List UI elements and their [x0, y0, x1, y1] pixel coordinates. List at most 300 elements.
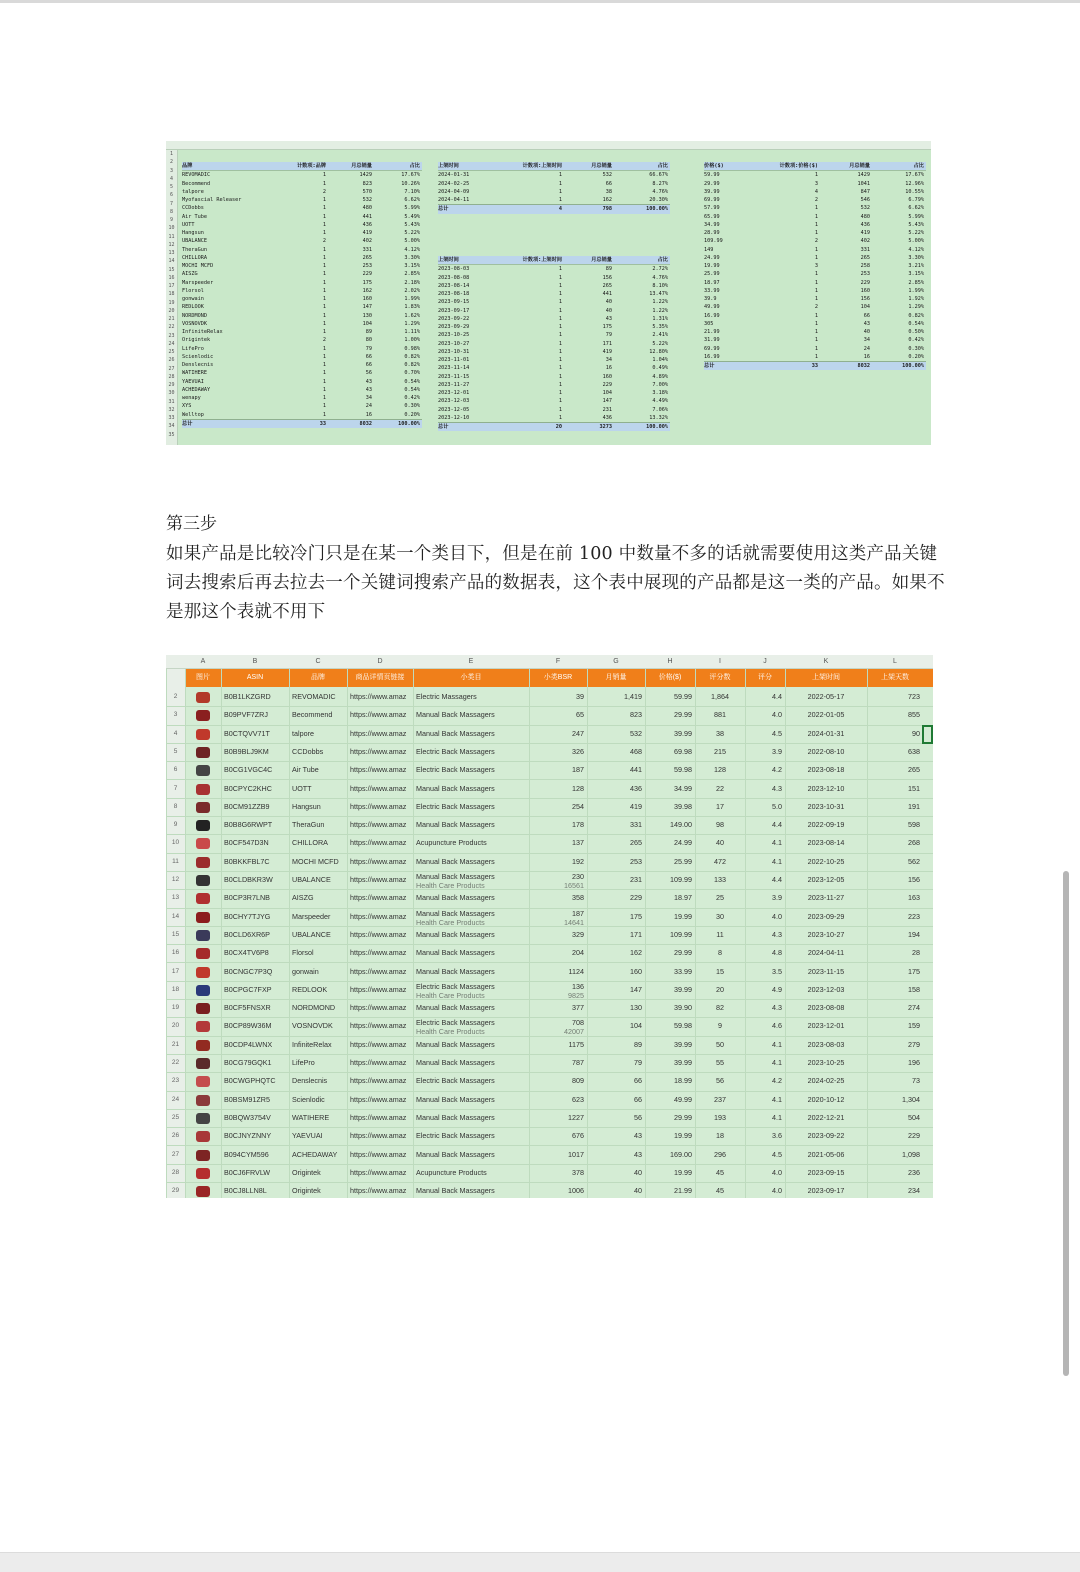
table-row[interactable]: [166, 688, 933, 707]
asin-cell[interactable]: B0CNGC7P3Q: [224, 966, 273, 976]
product-thumbnail[interactable]: [196, 692, 210, 703]
category-cell[interactable]: [416, 871, 526, 890]
date-cell[interactable]: 2023-08-18: [807, 765, 845, 775]
row-number[interactable]: 12: [171, 876, 180, 883]
sales-cell[interactable]: 56: [634, 1112, 642, 1122]
days-cell[interactable]: 156: [908, 875, 920, 884]
category-cell[interactable]: Manual Back Massagers: [416, 929, 495, 939]
column-letter[interactable]: J: [763, 658, 767, 665]
rating-cell[interactable]: 4.1: [772, 838, 782, 848]
date-cell[interactable]: 2024-01-31: [807, 728, 845, 738]
brand-cell[interactable]: ACHEDAWAY: [292, 1149, 338, 1159]
table-row[interactable]: [166, 1054, 933, 1073]
days-cell[interactable]: 234: [908, 1186, 920, 1196]
reviews-cell[interactable]: 17: [716, 801, 724, 811]
url-cell[interactable]: https://www.amaz: [350, 1003, 407, 1013]
url-cell[interactable]: https://www.amaz: [350, 765, 407, 775]
column-header[interactable]: 商品详情页链接: [355, 674, 405, 681]
rating-cell[interactable]: 4.2: [772, 765, 782, 775]
brand-cell[interactable]: LifePro: [292, 1058, 315, 1067]
brand-cell[interactable]: TheraGun: [292, 820, 325, 830]
brand-cell[interactable]: Origintek: [292, 1167, 321, 1177]
table-row[interactable]: [166, 761, 933, 780]
bsr-cell[interactable]: [532, 1017, 584, 1036]
days-cell[interactable]: 158: [908, 984, 920, 994]
category-cell[interactable]: Manual Back Massagers: [416, 893, 495, 903]
date-cell[interactable]: 2023-11-15: [807, 966, 845, 976]
brand-cell[interactable]: UOTT: [292, 783, 312, 793]
days-cell[interactable]: 504: [908, 1112, 920, 1122]
rating-cell[interactable]: 4.0: [772, 1186, 782, 1196]
asin-cell[interactable]: B0CP89W36M: [224, 1021, 272, 1031]
bsr-cell[interactable]: 178: [572, 820, 584, 830]
price-cell[interactable]: 24.99: [674, 838, 692, 848]
rating-cell[interactable]: 4.4: [772, 820, 782, 830]
price-cell[interactable]: 39.99: [674, 984, 692, 994]
url-cell[interactable]: https://www.amaz: [350, 893, 407, 903]
days-cell[interactable]: 638: [908, 746, 920, 756]
product-thumbnail[interactable]: [196, 1168, 210, 1179]
row-number[interactable]: 5: [173, 747, 178, 755]
rating-cell[interactable]: 4.1: [772, 1039, 782, 1049]
reviews-cell[interactable]: 45: [716, 1167, 724, 1177]
url-cell[interactable]: https://www.amaz: [350, 1039, 407, 1049]
asin-cell[interactable]: B0CLDBKR3W: [224, 875, 273, 884]
asin-cell[interactable]: B09PVF7ZRJ: [224, 710, 268, 720]
date-cell[interactable]: 2020-10-12: [807, 1094, 845, 1104]
asin-cell[interactable]: B0CJ8LLN8L: [224, 1186, 267, 1196]
category-cell[interactable]: [416, 981, 526, 1000]
category-cell[interactable]: Manual Back Massagers: [416, 1058, 495, 1067]
asin-cell[interactable]: B0CF547D3N: [224, 838, 269, 848]
table-row[interactable]: [166, 1146, 933, 1165]
product-thumbnail[interactable]: [196, 985, 210, 996]
row-number[interactable]: 17: [171, 967, 180, 975]
price-cell[interactable]: 29.99: [674, 1112, 692, 1122]
column-letter[interactable]: H: [667, 658, 673, 665]
date-cell[interactable]: 2022-05-17: [807, 692, 845, 701]
table-row[interactable]: [166, 1072, 933, 1091]
brand-cell[interactable]: WATIHERE: [292, 1112, 330, 1122]
asin-cell[interactable]: B0CHY7TJYG: [224, 911, 271, 921]
column-header[interactable]: 价格($): [658, 674, 682, 681]
rating-cell[interactable]: 4.1: [772, 856, 782, 866]
row-number[interactable]: 28: [171, 1168, 180, 1176]
days-cell[interactable]: 191: [908, 801, 920, 811]
asin-cell[interactable]: B0BSM91ZR5: [224, 1094, 270, 1104]
product-thumbnail[interactable]: [196, 1131, 210, 1142]
date-cell[interactable]: 2023-10-31: [807, 801, 845, 811]
bsr-cell[interactable]: 254: [572, 801, 584, 811]
asin-cell[interactable]: B0B1LKZGRD: [224, 692, 271, 701]
product-thumbnail[interactable]: [196, 784, 210, 795]
product-thumbnail[interactable]: [196, 1003, 210, 1014]
bsr-cell[interactable]: 809: [572, 1076, 584, 1086]
category-cell[interactable]: Manual Back Massagers: [416, 783, 495, 793]
days-cell[interactable]: 1,098: [902, 1149, 920, 1159]
table-row[interactable]: [166, 1036, 933, 1055]
column-letter[interactable]: C: [315, 658, 321, 665]
table-row[interactable]: [166, 816, 933, 835]
date-cell[interactable]: 2023-10-25: [807, 1058, 845, 1067]
row-number[interactable]: 10: [171, 839, 180, 847]
reviews-cell[interactable]: 20: [716, 984, 724, 994]
brand-cell[interactable]: MOCHI MCFD: [292, 856, 339, 866]
row-number[interactable]: 3: [173, 711, 178, 719]
table-row[interactable]: [166, 1017, 933, 1036]
sales-cell[interactable]: 79: [634, 1058, 642, 1067]
date-cell[interactable]: 2024-02-25: [807, 1076, 845, 1086]
date-cell[interactable]: 2022-09-19: [807, 820, 845, 830]
brand-cell[interactable]: Origintek: [292, 1186, 321, 1196]
days-cell[interactable]: 229: [908, 1131, 920, 1141]
category-cell[interactable]: Manual Back Massagers: [416, 966, 495, 976]
bsr-cell[interactable]: 326: [572, 746, 584, 756]
table-row[interactable]: [166, 908, 933, 927]
row-number[interactable]: 22: [171, 1059, 180, 1066]
asin-cell[interactable]: B0CJ6FRVLW: [224, 1167, 271, 1177]
asin-cell[interactable]: B0CDP4LWNX: [224, 1039, 273, 1049]
brand-cell[interactable]: talpore: [292, 728, 314, 738]
column-letter[interactable]: D: [377, 658, 383, 665]
rating-cell[interactable]: 4.1: [772, 1058, 782, 1067]
category-cell[interactable]: Manual Back Massagers: [416, 1149, 495, 1159]
category-cell[interactable]: Electric Back Massagers: [416, 765, 495, 775]
bsr-cell[interactable]: 329: [572, 929, 584, 939]
reviews-cell[interactable]: 472: [714, 856, 726, 866]
brand-cell[interactable]: NORDMOND: [292, 1003, 336, 1013]
category-cell[interactable]: Manual Back Massagers: [416, 948, 495, 958]
brand-cell[interactable]: CCDobbs: [292, 746, 324, 756]
category-cell[interactable]: [416, 1017, 526, 1036]
price-cell[interactable]: 109.99: [670, 875, 692, 884]
product-thumbnail[interactable]: [196, 1040, 210, 1051]
url-cell[interactable]: https://www.amaz: [350, 1186, 407, 1196]
brand-cell[interactable]: CHILLORA: [292, 838, 328, 848]
days-cell[interactable]: 223: [908, 911, 920, 921]
rating-cell[interactable]: 4.3: [772, 929, 782, 939]
category-cell[interactable]: Manual Back Massagers: [416, 820, 495, 830]
days-cell[interactable]: 1,304: [902, 1094, 920, 1104]
date-cell[interactable]: 2023-09-17: [807, 1186, 845, 1196]
row-number[interactable]: 2: [173, 693, 178, 700]
reviews-cell[interactable]: 8: [718, 948, 722, 958]
date-cell[interactable]: 2022-12-21: [807, 1112, 845, 1122]
asin-cell[interactable]: B0B9BLJ9KM: [224, 746, 269, 756]
date-cell[interactable]: 2021-05-06: [807, 1149, 845, 1159]
product-thumbnail[interactable]: [196, 893, 210, 904]
column-header[interactable]: 图片: [196, 674, 210, 681]
price-cell[interactable]: 69.98: [674, 746, 692, 756]
sales-cell[interactable]: 823: [630, 710, 642, 720]
bsr-cell[interactable]: 187: [572, 765, 584, 775]
price-cell[interactable]: 169.00: [670, 1149, 692, 1159]
bsr-cell[interactable]: 1227: [568, 1112, 584, 1122]
asin-cell[interactable]: B0CX4TV6P8: [224, 948, 269, 958]
brand-cell[interactable]: YAEVUAI: [292, 1131, 323, 1141]
rating-cell[interactable]: 3.5: [772, 966, 782, 976]
rating-cell[interactable]: 3.9: [772, 893, 782, 903]
date-cell[interactable]: 2023-12-10: [807, 783, 845, 793]
sales-cell[interactable]: 162: [630, 948, 642, 958]
price-cell[interactable]: 149.00: [670, 820, 692, 830]
row-number[interactable]: 9: [173, 821, 178, 829]
date-cell[interactable]: 2023-08-03: [807, 1039, 845, 1049]
sales-cell[interactable]: 130: [630, 1003, 642, 1013]
row-number[interactable]: 6: [173, 766, 178, 774]
bsr-cell[interactable]: 377: [572, 1003, 584, 1013]
category-cell[interactable]: [416, 908, 526, 927]
brand-cell[interactable]: UBALANCE: [292, 929, 331, 939]
row-number[interactable]: 4: [173, 729, 178, 737]
table-row[interactable]: [166, 889, 933, 908]
days-cell[interactable]: 175: [908, 966, 920, 976]
reviews-cell[interactable]: 18: [716, 1131, 724, 1141]
product-thumbnail[interactable]: [196, 1113, 210, 1124]
bsr-cell[interactable]: 39: [576, 692, 584, 701]
column-letter[interactable]: B: [252, 658, 258, 665]
rating-cell[interactable]: 4.0: [772, 710, 782, 720]
date-cell[interactable]: 2023-09-15: [807, 1167, 845, 1177]
days-cell[interactable]: 855: [908, 710, 920, 720]
reviews-cell[interactable]: 296: [714, 1149, 726, 1159]
reviews-cell[interactable]: 128: [714, 765, 726, 775]
reviews-cell[interactable]: 82: [716, 1003, 724, 1013]
sales-cell[interactable]: 66: [634, 1094, 642, 1104]
price-cell[interactable]: 18.97: [674, 893, 692, 903]
rating-cell[interactable]: 4.1: [772, 1112, 782, 1122]
column-letter[interactable]: L: [893, 658, 897, 665]
price-cell[interactable]: 59.98: [674, 1021, 692, 1031]
asin-cell[interactable]: B0BKKFBL7C: [224, 856, 270, 866]
asin-cell[interactable]: B0CJNYZNNY: [224, 1131, 272, 1141]
reviews-cell[interactable]: 50: [716, 1039, 724, 1049]
column-letter[interactable]: F: [555, 658, 561, 665]
brand-cell[interactable]: gonwain: [292, 966, 319, 976]
brand-cell[interactable]: InfiniteRelax: [292, 1039, 332, 1049]
url-cell[interactable]: https://www.amaz: [350, 746, 407, 756]
asin-cell[interactable]: B0CLD6XR6P: [224, 929, 270, 939]
sales-cell[interactable]: 147: [630, 984, 642, 994]
reviews-cell[interactable]: 881: [714, 710, 726, 720]
product-thumbnail[interactable]: [196, 967, 210, 978]
row-number[interactable]: 27: [171, 1150, 180, 1158]
row-number[interactable]: 14: [171, 912, 180, 920]
url-cell[interactable]: https://www.amaz: [350, 948, 407, 958]
url-cell[interactable]: https://www.amaz: [350, 1021, 407, 1031]
brand-cell[interactable]: UBALANCE: [292, 875, 331, 884]
product-thumbnail[interactable]: [196, 912, 210, 923]
bsr-cell[interactable]: 623: [572, 1094, 584, 1104]
price-cell[interactable]: 49.99: [674, 1094, 692, 1104]
price-cell[interactable]: 33.99: [674, 966, 692, 976]
brand-cell[interactable]: Becommend: [292, 710, 333, 720]
table-row[interactable]: [166, 834, 933, 853]
category-cell[interactable]: Manual Back Massagers: [416, 856, 495, 866]
url-cell[interactable]: https://www.amaz: [350, 984, 407, 994]
asin-cell[interactable]: B0CF5FNSXR: [224, 1003, 271, 1013]
table-row[interactable]: [166, 725, 933, 744]
sales-cell[interactable]: 40: [634, 1167, 642, 1177]
url-cell[interactable]: https://www.amaz: [350, 929, 407, 939]
brand-cell[interactable]: REDLOOK: [292, 984, 328, 994]
url-cell[interactable]: https://www.amaz: [350, 783, 407, 793]
brand-cell[interactable]: VOSNOVDK: [292, 1021, 333, 1031]
asin-cell[interactable]: B0B8G6RWPT: [224, 820, 273, 830]
sales-cell[interactable]: 231: [630, 875, 642, 884]
product-thumbnail[interactable]: [196, 729, 210, 740]
date-cell[interactable]: 2023-10-27: [807, 929, 845, 939]
date-cell[interactable]: 2023-12-03: [807, 984, 845, 994]
rating-cell[interactable]: 4.9: [772, 984, 782, 994]
sales-cell[interactable]: 160: [630, 966, 642, 976]
days-cell[interactable]: 28: [912, 948, 920, 958]
rating-cell[interactable]: 4.0: [772, 911, 782, 921]
price-cell[interactable]: 39.98: [674, 801, 692, 811]
row-number[interactable]: 7: [173, 784, 178, 792]
table-row[interactable]: [166, 981, 933, 1000]
sales-cell[interactable]: 1,419: [624, 692, 642, 701]
sales-cell[interactable]: 43: [634, 1131, 642, 1141]
reviews-cell[interactable]: 25: [716, 893, 724, 903]
category-cell[interactable]: Manual Back Massagers: [416, 1039, 495, 1049]
table-row[interactable]: [166, 798, 933, 817]
bsr-cell[interactable]: 358: [572, 893, 584, 903]
url-cell[interactable]: https://www.amaz: [350, 1094, 407, 1104]
category-cell[interactable]: Manual Back Massagers: [416, 1112, 495, 1122]
bsr-cell[interactable]: 787: [572, 1058, 584, 1067]
table-row[interactable]: [166, 1109, 933, 1128]
url-cell[interactable]: https://www.amaz: [350, 1167, 407, 1177]
product-thumbnail[interactable]: [196, 1021, 210, 1032]
days-cell[interactable]: 196: [908, 1058, 920, 1067]
column-header[interactable]: 上架时间: [812, 674, 840, 681]
bsr-cell[interactable]: 1124: [568, 966, 584, 976]
days-cell[interactable]: 159: [908, 1021, 920, 1031]
price-cell[interactable]: 39.99: [674, 1058, 692, 1067]
price-cell[interactable]: 25.99: [674, 856, 692, 866]
days-cell[interactable]: 598: [908, 820, 920, 830]
reviews-cell[interactable]: 98: [716, 820, 724, 830]
column-header[interactable]: 小类目: [460, 674, 482, 681]
rating-cell[interactable]: 4.0: [772, 1167, 782, 1177]
rating-cell[interactable]: 4.4: [772, 875, 782, 884]
category-cell[interactable]: Acupuncture Products: [416, 838, 487, 848]
days-cell[interactable]: 723: [908, 692, 920, 701]
rating-cell[interactable]: 4.3: [772, 1003, 782, 1013]
category-cell[interactable]: Electric Back Massagers: [416, 746, 495, 756]
sales-cell[interactable]: 40: [634, 1186, 642, 1196]
table-row[interactable]: [166, 963, 933, 982]
product-thumbnail[interactable]: [196, 747, 210, 758]
table-row[interactable]: [166, 1091, 933, 1110]
rating-cell[interactable]: 4.4: [772, 692, 782, 701]
sales-cell[interactable]: 229: [630, 893, 642, 903]
price-cell[interactable]: 21.99: [674, 1186, 692, 1196]
bsr-cell[interactable]: [532, 981, 584, 1000]
sales-cell[interactable]: 436: [630, 783, 642, 793]
category-cell[interactable]: Electric Back Massagers: [416, 1131, 495, 1141]
days-cell[interactable]: 236: [908, 1167, 920, 1177]
sales-cell[interactable]: 175: [630, 911, 642, 921]
rating-cell[interactable]: 4.6: [772, 1021, 782, 1031]
asin-cell[interactable]: B0CTQVV71T: [224, 728, 270, 738]
bsr-cell[interactable]: [532, 871, 584, 890]
brand-cell[interactable]: Florsol: [292, 948, 314, 958]
column-header[interactable]: 品牌: [311, 674, 325, 681]
sales-cell[interactable]: 331: [630, 820, 642, 830]
asin-cell[interactable]: B0CPYC2KHC: [224, 783, 272, 793]
category-cell[interactable]: Electric Back Massagers: [416, 1076, 495, 1086]
asin-cell[interactable]: B0CP3R7LNB: [224, 893, 270, 903]
row-number[interactable]: 15: [171, 930, 180, 938]
table-row[interactable]: [166, 1127, 933, 1146]
sales-cell[interactable]: 104: [630, 1021, 642, 1031]
reviews-cell[interactable]: 133: [714, 875, 726, 884]
price-cell[interactable]: 19.99: [674, 911, 692, 921]
date-cell[interactable]: 2023-12-05: [807, 875, 845, 884]
sales-cell[interactable]: 419: [630, 801, 642, 811]
url-cell[interactable]: https://www.amaz: [350, 966, 407, 976]
price-cell[interactable]: 19.99: [674, 1167, 692, 1177]
price-cell[interactable]: 59.99: [674, 692, 692, 701]
category-cell[interactable]: Manual Back Massagers: [416, 710, 495, 720]
url-cell[interactable]: https://www.amaz: [350, 710, 407, 720]
price-cell[interactable]: 29.99: [674, 710, 692, 720]
price-cell[interactable]: 34.99: [674, 783, 692, 793]
row-number[interactable]: 13: [171, 894, 180, 902]
table-row[interactable]: [166, 871, 933, 890]
reviews-cell[interactable]: 55: [716, 1058, 724, 1067]
row-number[interactable]: 20: [171, 1022, 180, 1030]
row-number[interactable]: 25: [171, 1113, 180, 1121]
reviews-cell[interactable]: 30: [716, 911, 724, 921]
days-cell[interactable]: 73: [912, 1076, 920, 1086]
price-cell[interactable]: 59.98: [674, 765, 692, 775]
url-cell[interactable]: https://www.amaz: [350, 728, 407, 738]
reviews-cell[interactable]: 38: [716, 728, 724, 738]
date-cell[interactable]: 2023-11-27: [807, 893, 845, 903]
reviews-cell[interactable]: 45: [716, 1186, 724, 1196]
category-cell[interactable]: Manual Back Massagers: [416, 1186, 495, 1196]
bsr-cell[interactable]: 65: [576, 710, 584, 720]
product-thumbnail[interactable]: [196, 710, 210, 721]
product-thumbnail[interactable]: [196, 765, 210, 776]
brand-cell[interactable]: Denslecnis: [292, 1076, 328, 1086]
rating-cell[interactable]: 4.8: [772, 948, 782, 958]
price-cell[interactable]: 19.99: [674, 1131, 692, 1141]
price-cell[interactable]: 39.99: [674, 1039, 692, 1049]
asin-cell[interactable]: B0CG79GQK1: [224, 1058, 272, 1067]
row-number[interactable]: 29: [171, 1187, 180, 1195]
column-letter[interactable]: G: [613, 658, 619, 665]
asin-cell[interactable]: B0CWGPHQTC: [224, 1076, 276, 1086]
product-thumbnail[interactable]: [196, 838, 210, 849]
rating-cell[interactable]: 4.5: [772, 728, 782, 738]
reviews-cell[interactable]: 15: [716, 966, 724, 976]
product-thumbnail[interactable]: [196, 820, 210, 831]
rating-cell[interactable]: 5.0: [772, 801, 782, 811]
sales-cell[interactable]: 468: [630, 746, 642, 756]
date-cell[interactable]: 2023-09-22: [807, 1131, 845, 1141]
days-cell[interactable]: 279: [908, 1039, 920, 1049]
url-cell[interactable]: https://www.amaz: [350, 692, 407, 701]
column-header[interactable]: 评分: [758, 674, 772, 681]
url-cell[interactable]: https://www.amaz: [350, 875, 407, 884]
date-cell[interactable]: 2023-08-14: [807, 838, 845, 848]
date-cell[interactable]: 2023-09-29: [807, 911, 845, 921]
category-cell[interactable]: Electric Massagers: [416, 692, 477, 701]
